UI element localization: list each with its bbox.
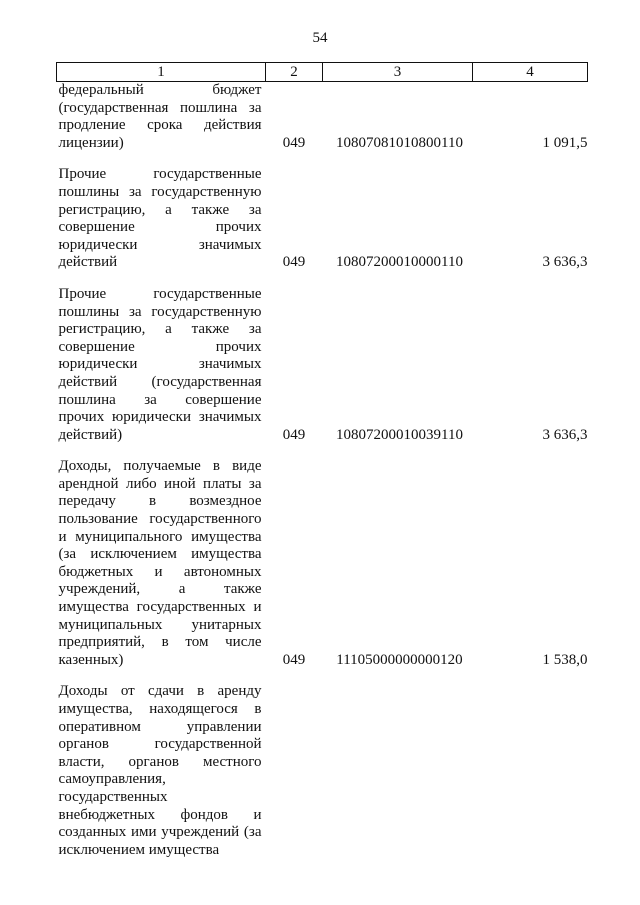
budget-classification-code: 10807200010000110 [336,254,463,271]
header-col-3: 3 [323,63,473,82]
amount: 1 538,0 [542,651,588,668]
page-number: 54 [312,30,328,46]
revenue-table [56,62,588,859]
table-body [57,82,588,860]
income-name: федеральный бюджет (государственная пошлина за продление срока действия лицензии) [58,82,262,151]
admin-code: 049 [282,651,306,668]
admin-code: 049 [282,134,306,151]
table-row [57,286,588,458]
admin-code [266,683,323,859]
table-row [57,458,588,683]
admin-code: 049 [282,254,306,271]
header-row [57,63,588,82]
budget-classification-code [323,683,473,859]
table-row [57,82,588,167]
header-col-1: 1 [57,63,266,82]
header-col-4: 4 [473,63,588,82]
admin-code: 049 [282,426,306,443]
income-name: Доходы от сдачи в аренду имущества, находящегося в оперативном управлении органов государственной власти, органов местного самоуправления, государственных внебюджетных фондов и созданных ими учреждений (за исключением имущества [58,683,262,858]
amount [473,683,588,859]
income-name: Прочие государственные пошлины за государственную регистрацию, а также за совершение прочих юридически значимых действий [58,166,262,271]
table-row [57,683,588,859]
income-name: Доходы, получаемые в виде арендной либо иной платы за передачу в возмездное пользование государственного и муниципального имущества (за исключением имущества бюджетных и автономных учреждений, а также имущества государственных и муниципальных унитарных предприятий, в том числе казенных) [58,458,262,668]
header-col-2: 2 [266,63,323,82]
amount: 1 091,5 [542,134,588,151]
table-row [57,166,588,286]
amount: 3 636,3 [542,426,588,443]
budget-classification-code: 11105000000000120 [336,651,463,668]
budget-classification-code: 10807081010800110 [336,134,463,151]
amount: 3 636,3 [542,254,588,271]
table-header [57,63,588,82]
income-name: Прочие государственные пошлины за государственную регистрацию, а также за совершение прочих юридически значимых действий (государственная пошлина за совершение прочих юридически значимых действий) [58,285,262,443]
budget-classification-code: 10807200010039110 [336,426,463,443]
